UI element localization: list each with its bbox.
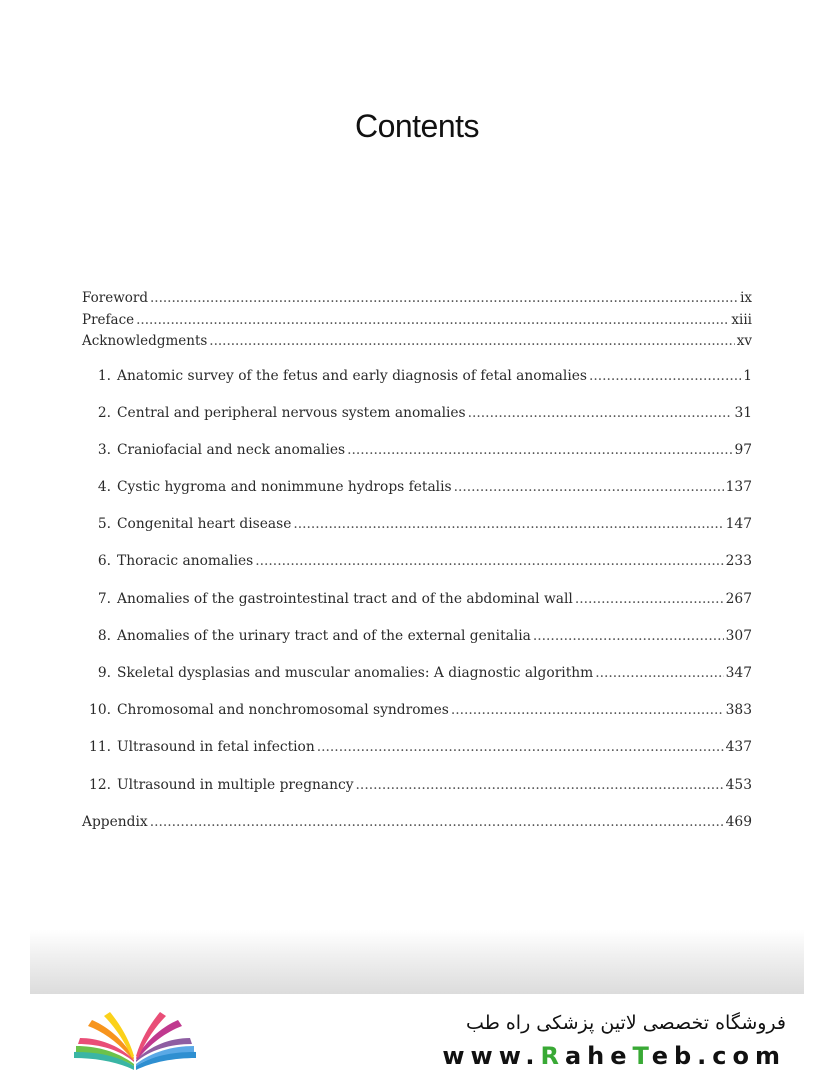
dot-leader xyxy=(136,310,729,332)
toc-entry-chapter-3[interactable] xyxy=(82,439,752,476)
chapter-title: Thoracic anomalies xyxy=(117,553,254,570)
chapter-page-number: 267 xyxy=(725,590,752,607)
dot-leader xyxy=(150,288,738,310)
toc-entry-chapter-1[interactable] xyxy=(82,365,752,402)
entry-title: Acknowledgments xyxy=(82,333,208,349)
chapter-title: Skeletal dysplasias and muscular anomalies: A diagnostic algorithm xyxy=(117,665,594,681)
chapter-page-number: 347 xyxy=(725,665,752,681)
chapter-number: 4. xyxy=(97,479,111,496)
chapter-number: 5. xyxy=(97,516,111,533)
entry-title: Foreword xyxy=(82,290,148,306)
chapter-page-number: 1 xyxy=(743,367,752,384)
toc-entry-chapter-6[interactable] xyxy=(82,550,752,587)
entry-title: Preface xyxy=(82,311,135,328)
chapter-title: Anomalies of the urinary tract and of the external genitalia xyxy=(117,627,531,644)
chapter-title: Congenital heart disease xyxy=(117,516,292,533)
toc-entry-appendix[interactable] xyxy=(82,811,752,848)
chapter-page-number: 31 xyxy=(734,404,752,421)
dot-leader xyxy=(317,736,724,758)
url-accent-letter: R xyxy=(540,1042,565,1070)
store-url[interactable] xyxy=(442,1042,786,1070)
chapter-number: 1. xyxy=(97,367,111,384)
dot-leader xyxy=(209,331,734,353)
chapter-page-number: 147 xyxy=(725,516,752,533)
dot-leader xyxy=(595,662,723,684)
dot-leader xyxy=(589,365,741,387)
dot-leader xyxy=(293,513,723,535)
dot-leader xyxy=(347,439,732,461)
chapter-number: 9. xyxy=(97,665,111,681)
toc-entry-chapter-2[interactable] xyxy=(82,402,752,439)
chapter-number: 10. xyxy=(89,702,111,719)
dot-leader xyxy=(255,550,723,572)
dot-leader xyxy=(356,774,724,796)
entry-page-number: ix xyxy=(740,290,752,306)
chapter-page-number: 307 xyxy=(725,627,752,644)
store-name: فروشگاه تخصصی لاتین پزشکی راه طب xyxy=(466,1012,786,1034)
toc-entry-chapter-4[interactable] xyxy=(82,476,752,513)
chapter-number: 7. xyxy=(97,590,111,607)
chapter-page-number: 383 xyxy=(725,702,752,719)
toc-entry-chapter-11[interactable] xyxy=(82,736,752,773)
toc-entry-foreword[interactable] xyxy=(82,288,752,310)
dot-leader xyxy=(451,699,724,721)
dot-leader xyxy=(575,588,724,610)
toc-entry-chapter-9[interactable] xyxy=(82,662,752,699)
chapter-page-number: 233 xyxy=(725,553,752,570)
dot-leader xyxy=(150,811,724,833)
dot-leader xyxy=(454,476,724,498)
toc-entry-chapter-8[interactable] xyxy=(82,625,752,662)
toc-entry-chapter-10[interactable] xyxy=(82,699,752,736)
chapter-page-number: 453 xyxy=(725,776,752,793)
appendix-title: Appendix xyxy=(82,813,148,830)
entry-page-number: xv xyxy=(736,333,752,349)
chapter-number: 12. xyxy=(89,776,111,793)
toc-entry-acknowledgments[interactable] xyxy=(82,331,752,353)
url-part: ahe xyxy=(564,1042,633,1070)
chapter-title: Ultrasound in multiple pregnancy xyxy=(117,776,354,793)
url-accent-letter: T xyxy=(632,1042,652,1070)
dot-leader xyxy=(533,625,724,647)
toc-entry-chapter-12[interactable] xyxy=(82,774,752,811)
toc-entry-chapter-5[interactable] xyxy=(82,513,752,550)
url-part: eb.com xyxy=(651,1042,786,1070)
chapter-number: 11. xyxy=(89,739,111,756)
chapter-number: 6. xyxy=(97,553,111,570)
chapter-title: Ultrasound in fetal infection xyxy=(117,739,315,756)
chapter-page-number: 97 xyxy=(734,441,752,458)
chapter-title: Chromosomal and nonchromosomal syndromes xyxy=(117,702,449,719)
chapter-title: Anatomic survey of the fetus and early diagnosis of fetal anomalies xyxy=(117,367,587,384)
entry-page-number: xiii xyxy=(731,311,752,328)
chapter-number: 8. xyxy=(97,627,111,644)
chapter-number: 3. xyxy=(97,441,111,458)
appendix-page-number: 469 xyxy=(725,813,752,830)
toc-entry-chapter-7[interactable] xyxy=(82,588,752,625)
dot-leader xyxy=(468,402,733,424)
chapter-title: Central and peripheral nervous system anomalies xyxy=(117,404,466,421)
url-part: www. xyxy=(442,1042,541,1070)
chapter-title: Cystic hygroma and nonimmune hydrops fetalis xyxy=(117,479,452,496)
page-bottom-shadow xyxy=(30,930,804,994)
chapter-page-number: 437 xyxy=(725,739,752,756)
chapter-title: Anomalies of the gastrointestinal tract and of the abdominal wall xyxy=(117,590,573,607)
toc-entry-preface[interactable] xyxy=(82,310,752,332)
open-book-logo xyxy=(70,1008,200,1074)
page-title: Contents xyxy=(354,108,480,144)
chapter-number: 2. xyxy=(97,404,111,421)
table-of-contents xyxy=(82,288,752,848)
chapter-title: Craniofacial and neck anomalies xyxy=(117,441,346,458)
chapter-page-number: 137 xyxy=(725,479,752,496)
